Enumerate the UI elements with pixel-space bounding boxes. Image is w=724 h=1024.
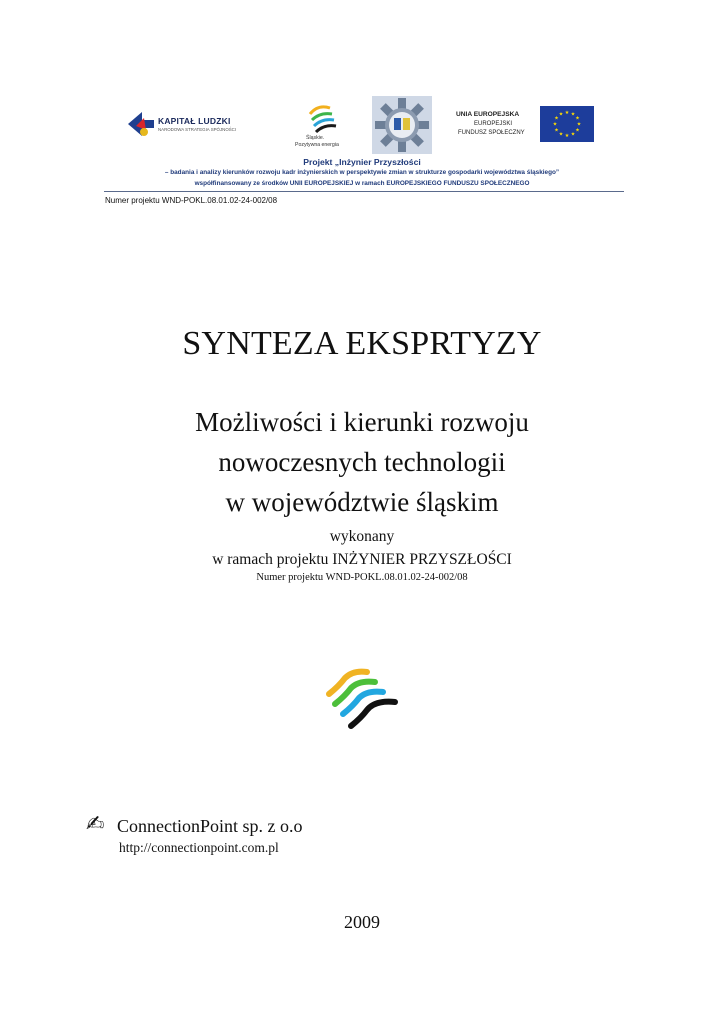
kapital-ludzki-title: KAPITAŁ LUDZKI	[158, 116, 231, 126]
svg-text:★: ★	[554, 127, 559, 134]
svg-text:★: ★	[576, 121, 582, 128]
project-title: Projekt „Inżynier Przyszłości	[303, 157, 421, 167]
header-divider	[104, 191, 624, 192]
university-crest-icon	[372, 96, 432, 154]
company-name: ConnectionPoint sp. z o.o	[117, 816, 303, 836]
slaskie-caption: Śląskie.	[306, 135, 325, 141]
project-reference: w ramach projektu INŻYNIER PRZYSZŁOŚCI	[212, 551, 512, 568]
svg-text:★: ★	[552, 121, 558, 128]
svg-text:★: ★	[558, 131, 564, 138]
project-number: Numer projektu WND-POKL.08.01.02-24-002/08	[256, 572, 468, 583]
svg-text:★: ★	[554, 115, 559, 122]
document-subtitle	[0, 402, 724, 522]
kapital-ludzki-logo	[124, 108, 254, 144]
publication-year: 2009	[344, 912, 380, 932]
project-description: – badania i analizy kierunków rozwoju kadr inżynierskich w perspektywie zmian w strukturze gospodarki województwa śląskiego”	[164, 169, 560, 176]
project-cofinancing: współfinansowany ze środków UNII EUROPEJSKIEJ w ramach EUROPEJSKIEGO FUNDUSZU SPOŁECZNEGO	[194, 180, 530, 187]
efs-label-line1: EUROPEJSKI	[474, 121, 513, 127]
eu-flag-icon	[540, 106, 594, 142]
svg-text:★: ★	[575, 127, 580, 134]
svg-text:★: ★	[564, 110, 570, 116]
subtitle-line-2: nowoczesnych technologii	[218, 447, 506, 477]
svg-text:★: ★	[564, 133, 570, 139]
kapital-ludzki-subtitle: NARODOWA STRATEGIA SPÓJNOŚCI	[158, 127, 237, 132]
slaskie-tagline: Pozytywna energia	[295, 142, 339, 148]
svg-text:★: ★	[570, 111, 576, 118]
company-url[interactable]: http://connectionpoint.com.pl	[119, 840, 279, 855]
wykonany-label: wykonany	[329, 528, 395, 545]
svg-text:★: ★	[570, 131, 576, 138]
ue-label: UNIA EUROPEJSKA	[456, 111, 520, 118]
subtitle-line-1: Możliwości i kierunki rozwoju	[195, 407, 529, 437]
svg-text:★: ★	[558, 111, 564, 118]
waves-logo-icon	[325, 660, 401, 736]
header-project-number: Numer projektu WND-POKL.08.01.02-24-002/08	[105, 196, 278, 205]
writing-hand-icon: ✍	[86, 812, 105, 837]
efs-label-line2: FUNDUSZ SPOŁECZNY	[458, 130, 525, 136]
document-title: SYNTEZA EKSPRTYZY	[182, 325, 542, 362]
subtitle-line-3: w województwie śląskim	[225, 487, 499, 517]
svg-text:★: ★	[575, 115, 580, 122]
